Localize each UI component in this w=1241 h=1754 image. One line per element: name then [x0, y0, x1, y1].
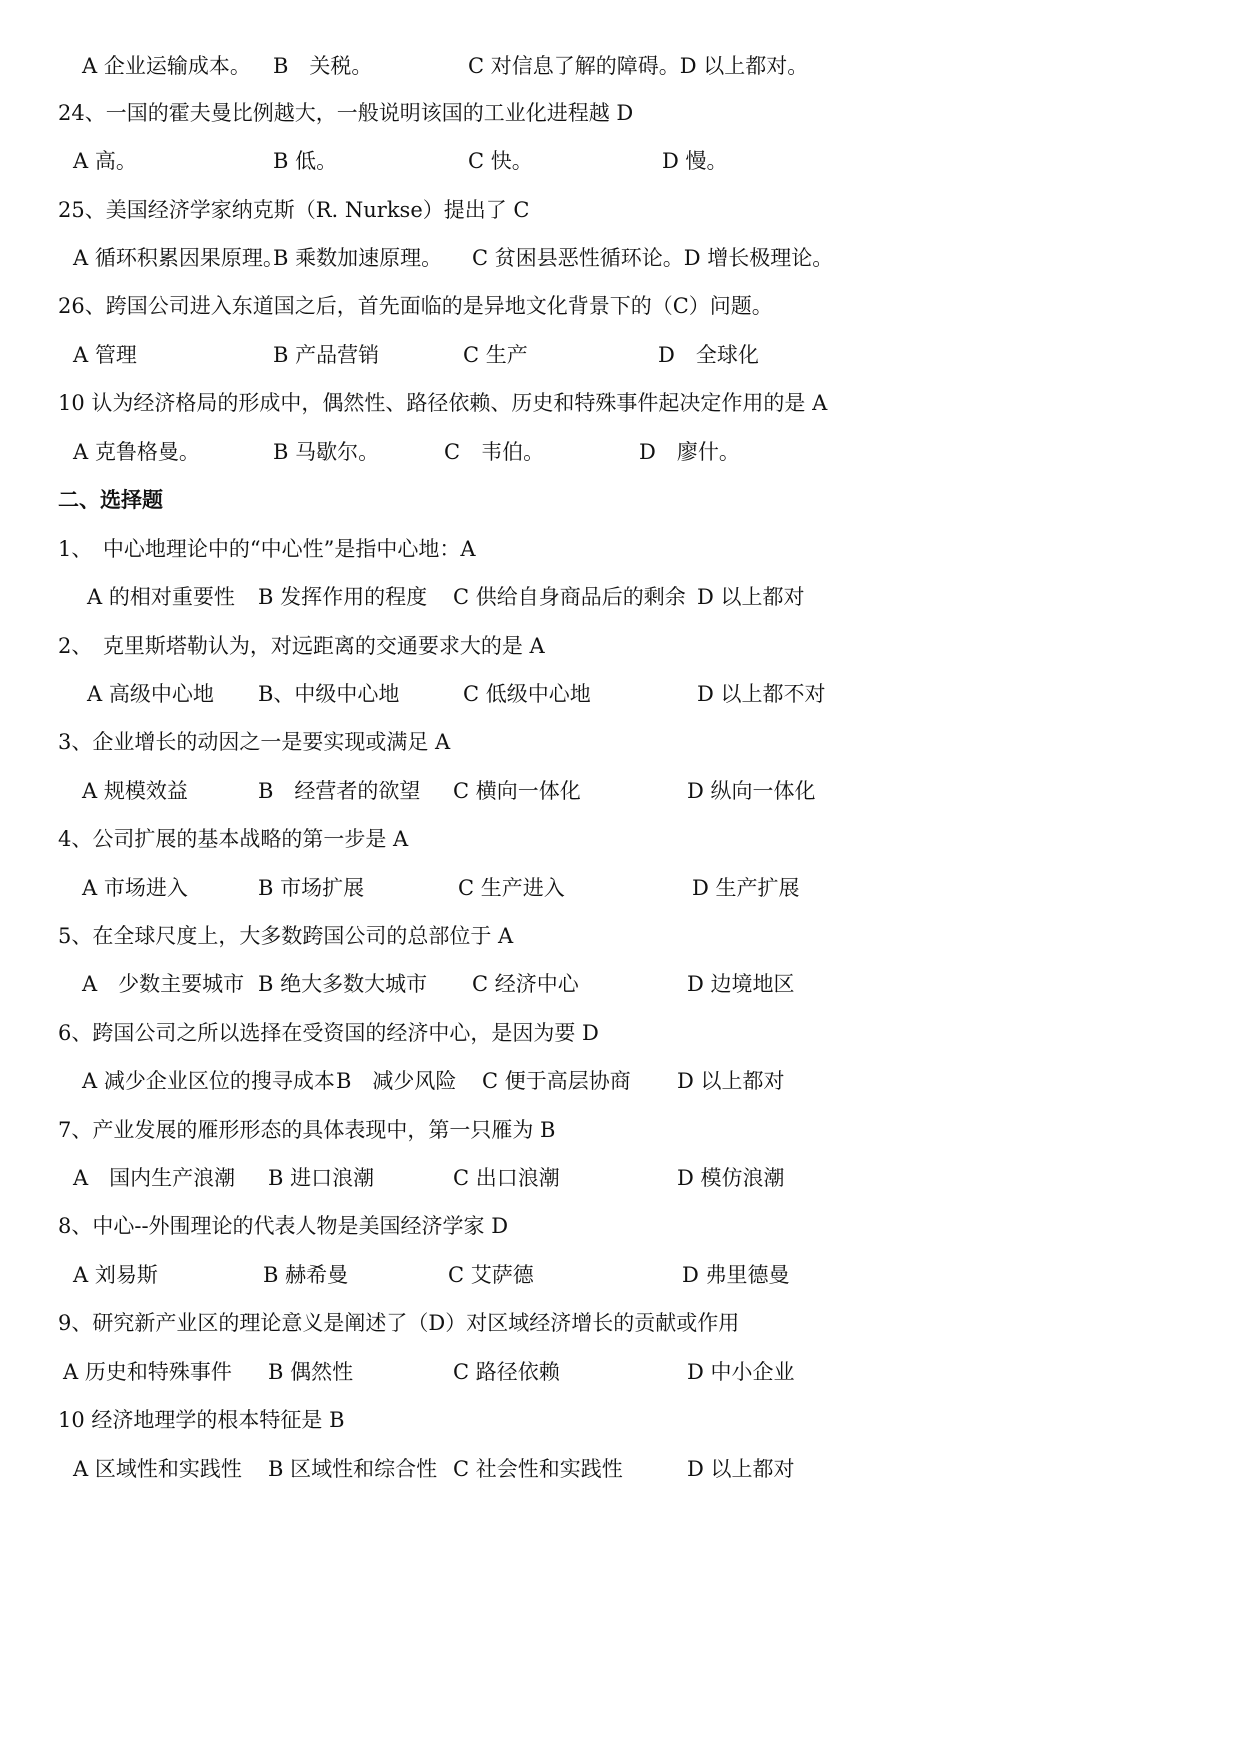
option-c: C 便于高层协商	[482, 1069, 631, 1093]
option-a: A 少数主要城市	[82, 972, 245, 996]
option-a: A 区域性和实践性	[73, 1457, 242, 1481]
option-d: D 中小企业	[687, 1360, 795, 1384]
option-d: D 模仿浪潮	[677, 1166, 785, 1190]
option-b: B 市场扩展	[258, 876, 365, 900]
question-6: 6、跨国公司之所以选择在受资国的经济中心，是因为要 D	[58, 1021, 599, 1045]
question-3: 3、企业增长的动因之一是要实现或满足 A	[58, 730, 451, 754]
option-c: C 生产	[463, 343, 528, 367]
option-d: D 以上都对	[687, 1457, 795, 1481]
question-7: 7、产业发展的雁形形态的具体表现中，第一只雁为 B	[58, 1118, 556, 1142]
option-c: C 社会性和实践性	[453, 1457, 623, 1481]
option-b: B 进口浪潮	[268, 1166, 375, 1190]
section-title: 二、选择题	[58, 487, 163, 512]
option-a: A 规模效益	[82, 779, 188, 803]
option-a: A 高。	[73, 149, 137, 173]
question-10: 10 经济地理学的根本特征是 B	[58, 1408, 345, 1432]
option-d: D 生产扩展	[692, 876, 800, 900]
question-2: 2、 克里斯塔勒认为，对远距离的交通要求大的是 A	[58, 634, 545, 658]
option-a: A 减少企业区位的搜寻成本	[82, 1069, 335, 1093]
option-a: A 的相对重要性	[87, 585, 235, 609]
option-c: C 出口浪潮	[453, 1166, 560, 1190]
option-c: C 贫困县恶性循环论。D 增长极理论。	[472, 246, 834, 270]
option-a: A 刘易斯	[73, 1263, 158, 1287]
option-c: C 低级中心地	[463, 682, 591, 706]
option-d: D 以上都对	[697, 585, 805, 609]
option-b: B 关税。	[273, 54, 373, 78]
option-c: C 经济中心	[472, 972, 579, 996]
option-a: A 国内生产浪潮	[73, 1166, 236, 1190]
option-d: D 全球化	[658, 343, 759, 367]
option-d: D 弗里德曼	[682, 1263, 790, 1287]
option-a: A 循环积累因果原理。	[73, 246, 284, 270]
question-4: 4、公司扩展的基本战略的第一步是 A	[58, 827, 409, 851]
question-8: 8、中心--外围理论的代表人物是美国经济学家 D	[58, 1214, 509, 1238]
question-9: 9、研究新产业区的理论意义是阐述了（D）对区域经济增长的贡献或作用	[58, 1311, 740, 1335]
option-b: B 绝大多数大城市	[258, 972, 428, 996]
question-26: 26、跨国公司进入东道国之后，首先面临的是异地文化背景下的（C）问题。	[58, 294, 773, 318]
option-c: C 快。	[468, 149, 533, 173]
option-b: B 产品营销	[273, 343, 380, 367]
option-a: A 克鲁格曼。	[73, 440, 200, 464]
option-c: C 横向一体化	[453, 779, 581, 803]
option-a: A 高级中心地	[87, 682, 214, 706]
option-b: B 马歇尔。	[273, 440, 380, 464]
option-b: B 发挥作用的程度	[258, 585, 428, 609]
option-a: A 市场进入	[82, 876, 188, 900]
option-b: B 减少风险	[336, 1069, 457, 1093]
option-d: D 边境地区	[687, 972, 795, 996]
option-b: B、中级中心地	[258, 682, 400, 706]
option-b: B 偶然性	[268, 1360, 354, 1384]
option-a: A 历史和特殊事件	[63, 1360, 232, 1384]
option-b: B 赫希曼	[263, 1263, 349, 1287]
option-d: D 以上都不对	[697, 682, 826, 706]
question-10-prev: 10 认为经济格局的形成中，偶然性、路径依赖、历史和特殊事件起决定作用的是 A	[58, 391, 828, 415]
option-d: D 廖什。	[639, 440, 740, 464]
option-a: A 企业运输成本。	[82, 54, 251, 78]
option-c: C 生产进入	[458, 876, 565, 900]
question-5: 5、在全球尺度上，大多数跨国公司的总部位于 A	[58, 924, 514, 948]
option-c: C 对信息了解的障碍。D 以上都对。	[468, 54, 809, 78]
option-c: C 供给自身商品后的剩余	[453, 585, 686, 609]
question-25: 25、美国经济学家纳克斯（R. Nurkse）提出了 C	[58, 198, 530, 222]
option-a: A 管理	[73, 343, 137, 367]
question-1: 1、 中心地理论中的“中心性”是指中心地：A	[58, 537, 476, 561]
option-b: B 低。	[273, 149, 338, 173]
option-c: C 韦伯。	[444, 440, 545, 464]
option-d: D 以上都对	[677, 1069, 785, 1093]
option-d: D 慢。	[662, 149, 728, 173]
option-d: D 纵向一体化	[687, 779, 816, 803]
option-b: B 乘数加速原理。	[273, 246, 443, 270]
question-24: 24、一国的霍夫曼比例越大，一般说明该国的工业化进程越 D	[58, 101, 634, 125]
option-c: C 艾萨德	[448, 1263, 534, 1287]
option-b: B 经营者的欲望	[258, 779, 421, 803]
option-c: C 路径依赖	[453, 1360, 560, 1384]
option-b: B 区域性和综合性	[268, 1457, 438, 1481]
